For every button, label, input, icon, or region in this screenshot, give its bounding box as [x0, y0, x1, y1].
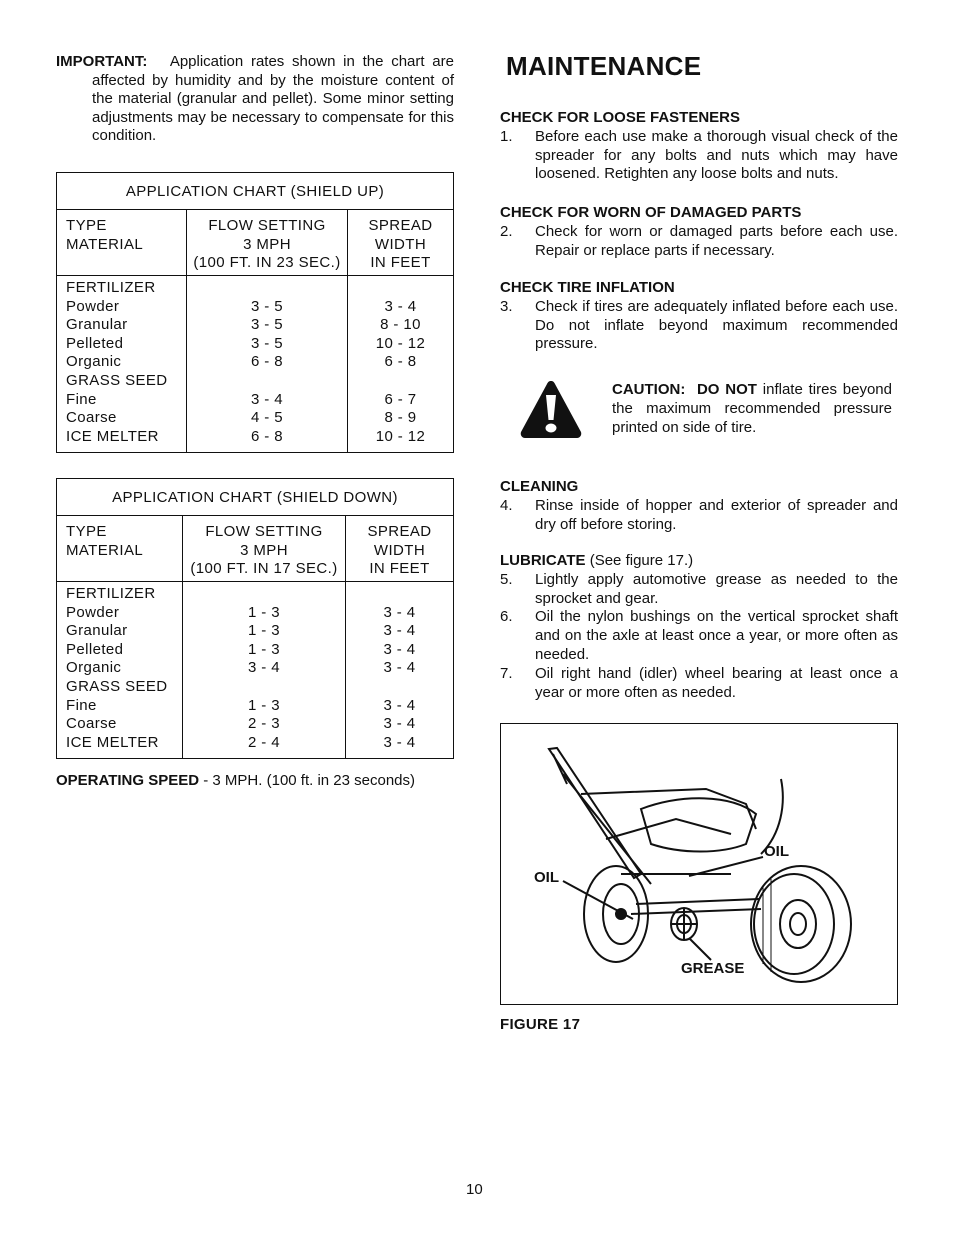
table-cell-material: ICE MELTER	[66, 733, 159, 751]
table-cell-spread: 3 - 4	[383, 622, 416, 640]
list-item: 2. Check for worn or damaged parts before each use. Repair or replace parts if necessary.	[500, 222, 898, 259]
important-label: IMPORTANT:	[56, 53, 148, 70]
table-cell-material: Powder	[66, 603, 120, 621]
list-item: 7. Oil right hand (idler) wheel bearing at least once a year or more often as needed.	[500, 664, 898, 701]
list-item: 6. Oil the nylon bushings on the vertical sprocket shaft and on the axle at least once a year, or more often as needed.	[500, 608, 898, 663]
table-cell-material: Coarse	[66, 715, 117, 733]
table-cell-spread: 3 - 4	[383, 603, 416, 621]
table-cell-flow: 1 - 3	[247, 603, 280, 621]
header-spread-width: SPREAD WIDTH IN FEET	[346, 516, 454, 582]
section-heading-note: (See figure 17.)	[585, 552, 694, 569]
header-flow-setting: FLOW SETTING 3 MPH (100 FT. IN 17 SEC.)	[183, 516, 346, 582]
table-cell-spread: 6 - 8	[384, 353, 417, 371]
table-cell-spread: 10 - 12	[375, 334, 426, 352]
section-cleaning	[500, 478, 898, 534]
table-cell-spread	[348, 372, 453, 391]
section-loose-fasteners	[500, 109, 898, 184]
table-cell-spread: 6 - 7	[384, 390, 417, 408]
important-note	[56, 53, 454, 146]
section-heading: CHECK TIRE INFLATION	[500, 279, 675, 296]
table-cell-spread	[348, 279, 453, 298]
table-cell-material: Powder	[66, 297, 120, 315]
table-cell-material: FERTILIZER	[66, 279, 156, 296]
application-chart-shield-down	[56, 478, 454, 759]
figure-caption: FIGURE 17	[500, 1016, 581, 1033]
section-heading: LUBRICATE	[500, 552, 586, 569]
table-cell-material: Organic	[66, 659, 122, 677]
table-cell-spread: 3 - 4	[383, 659, 416, 677]
page-number: 10	[466, 1181, 483, 1198]
spread-column	[346, 582, 454, 759]
section-heading: CLEANING	[500, 478, 579, 495]
operating-speed	[56, 772, 415, 789]
flow-column	[183, 582, 346, 759]
table-cell-spread: 3 - 4	[383, 640, 416, 658]
maintenance-title: MAINTENANCE	[506, 51, 702, 81]
figure-17-box	[500, 723, 898, 1005]
caution-body: inflate tires beyond the maximum recommended pressure printed on side of tire.	[612, 381, 892, 436]
material-column	[57, 276, 187, 453]
table-cell-spread: 8 - 9	[384, 409, 417, 427]
table-cell-flow: 2 - 3	[247, 715, 280, 733]
table-cell-spread: 8 - 10	[380, 316, 421, 334]
table-cell-material: Granular	[66, 316, 128, 334]
caution-emph: DO NOT	[696, 381, 757, 398]
table-cell-spread	[346, 585, 453, 604]
chart-title: APPLICATION CHART (SHIELD DOWN)	[57, 479, 454, 516]
application-chart-shield-up	[56, 172, 454, 453]
table-cell-material: FERTILIZER	[66, 585, 156, 602]
table-cell-spread: 3 - 4	[383, 696, 416, 714]
header-flow-setting: FLOW SETTING 3 MPH (100 FT. IN 23 SEC.)	[187, 210, 348, 276]
table-cell-flow: 2 - 4	[247, 733, 280, 751]
flow-column	[187, 276, 348, 453]
chart-title: APPLICATION CHART (SHIELD UP)	[57, 173, 454, 210]
header-spread-width: SPREAD WIDTH IN FEET	[348, 210, 454, 276]
table-cell-flow: 6 - 8	[250, 353, 283, 371]
table-cell-material: Fine	[66, 696, 97, 714]
table-cell-spread: 3 - 4	[383, 733, 416, 751]
oil-label-left: OIL	[534, 869, 559, 886]
table-cell-flow: 3 - 4	[247, 659, 280, 677]
table-cell-flow: 3 - 4	[250, 390, 283, 408]
table-cell-material: ICE MELTER	[66, 427, 159, 445]
material-column	[57, 582, 183, 759]
list-item: 3. Check if tires are adequately inflated before each use. Do not inflate beyond maximum recommended pressure.	[500, 297, 898, 353]
section-heading: CHECK FOR LOOSE FASTENERS	[500, 109, 741, 126]
table-cell-flow: 1 - 3	[247, 622, 280, 640]
header-type: TYPE MATERIAL	[57, 210, 187, 276]
table-cell-material: Fine	[66, 390, 97, 408]
grease-label: GREASE	[681, 960, 745, 977]
section-tire-inflation	[500, 279, 898, 354]
section-worn-parts	[500, 204, 898, 260]
section-heading: CHECK FOR WORN OF DAMAGED PARTS	[500, 204, 802, 221]
table-cell-flow: 3 - 5	[250, 297, 283, 315]
caution-text	[612, 380, 892, 437]
header-type: TYPE MATERIAL	[57, 516, 183, 582]
table-cell-spread	[346, 678, 453, 697]
table-cell-spread: 10 - 12	[375, 427, 426, 445]
table-cell-flow: 3 - 5	[250, 316, 283, 334]
table-cell-flow: 1 - 3	[247, 640, 280, 658]
warning-triangle-icon	[518, 378, 584, 444]
table-cell-flow	[187, 372, 347, 391]
table-cell-spread: 3 - 4	[384, 297, 417, 315]
table-cell-flow	[183, 585, 345, 604]
table-cell-flow	[183, 678, 345, 697]
table-cell-flow: 4 - 5	[250, 409, 283, 427]
list-item: 4. Rinse inside of hopper and exterior of spreader and dry off before storing.	[500, 496, 898, 533]
spread-column	[348, 276, 454, 453]
table-cell-material: GRASS SEED	[66, 371, 168, 389]
table-cell-spread: 3 - 4	[383, 715, 416, 733]
oil-label-right: OIL	[764, 843, 789, 860]
table-cell-flow: 6 - 8	[250, 427, 283, 445]
list-item: 5. Lightly apply automotive grease as needed to the sprocket and gear.	[500, 570, 898, 607]
table-cell-material: Coarse	[66, 409, 117, 427]
table-cell-flow: 3 - 5	[250, 334, 283, 352]
table-cell-material: Organic	[66, 353, 122, 371]
table-cell-material: Pelleted	[66, 640, 124, 658]
table-cell-flow: 1 - 3	[247, 696, 280, 714]
section-lubricate	[500, 552, 898, 702]
table-cell-flow	[187, 279, 347, 298]
important-text: Application rates shown in the chart are affected by humidity and by the moisture content of the material (granular and pellet). Some minor setting adjustments may be necessary to compensate for this condition.	[92, 53, 454, 145]
table-cell-material: GRASS SEED	[66, 677, 168, 695]
operating-speed-label: OPERATING SPEED	[56, 772, 200, 789]
operating-speed-text: - 3 MPH. (100 ft. in 23 seconds)	[199, 772, 416, 789]
caution-label: CAUTION:	[612, 381, 686, 398]
table-cell-material: Pelleted	[66, 334, 124, 352]
table-cell-material: Granular	[66, 622, 128, 640]
list-item: 1. Before each use make a thorough visual check of the spreader for any bolts and nuts which may have loosened. Retighten any loose bolts and nuts.	[500, 127, 898, 183]
